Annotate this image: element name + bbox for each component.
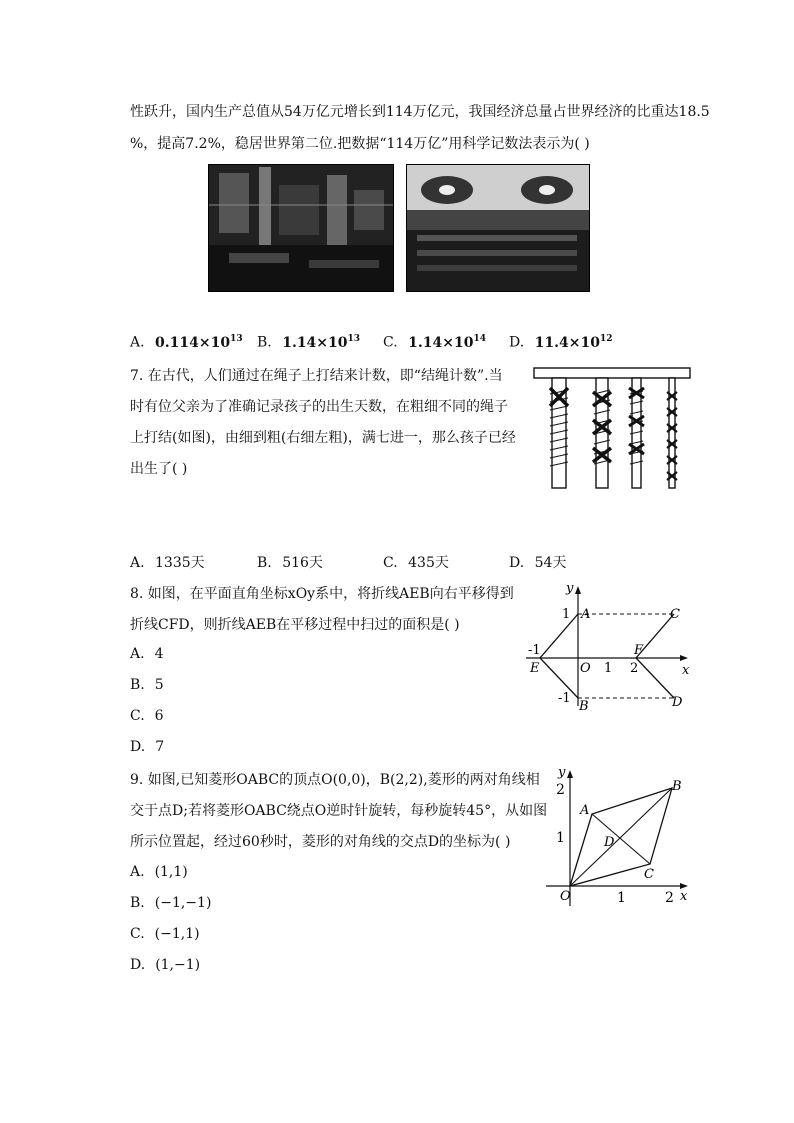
option-value: 54天 — [534, 555, 567, 571]
label-x-1: 1 — [617, 890, 626, 906]
label-x: x — [682, 663, 690, 678]
knotted-ropes-figure — [530, 364, 694, 492]
q7-text-line1: 7. 在古代，人们通过在绳子上打结来计数，即“结绳计数”.当 — [130, 368, 503, 384]
option-letter: B. — [130, 895, 145, 911]
q6-text-line1: 性跃升，国内生产总值从54万亿元增长到114万亿元，我国经济总量占世界经济的比重达18.5 — [130, 104, 710, 120]
q8-option-a[interactable] — [130, 646, 163, 662]
option-value: 1.14×10 — [282, 334, 348, 351]
option-value: 1335天 — [155, 555, 205, 571]
label-x: x — [680, 889, 688, 904]
option-letter: C. — [130, 708, 145, 724]
q7-text-line3: 上打结(如图)，由细到粗(右细左粗)，满七进一，那么孩子已经 — [130, 430, 516, 446]
option-value: 7 — [155, 739, 165, 755]
label-b: B — [672, 779, 682, 794]
option-value: (−1,1) — [154, 926, 200, 942]
option-value: (1,−1) — [155, 957, 201, 973]
y-axis-arrow — [575, 586, 581, 594]
label-o: O — [560, 889, 571, 904]
q8-option-b[interactable] — [130, 677, 164, 693]
q9-option-d[interactable] — [130, 957, 200, 973]
option-exponent: 13 — [347, 334, 361, 344]
label-c: C — [644, 867, 654, 882]
label-x-2: 2 — [630, 661, 639, 676]
label-a: A — [581, 607, 591, 622]
label-x-1: 1 — [604, 661, 613, 676]
q8-option-d[interactable] — [130, 739, 164, 755]
option-letter: A. — [130, 646, 145, 662]
option-letter: C. — [383, 555, 398, 571]
option-letter: D. — [130, 957, 146, 973]
label-y: y — [566, 581, 574, 596]
photo-hall — [406, 164, 590, 292]
option-letter: B. — [130, 677, 145, 693]
label-y-2: 2 — [556, 782, 565, 798]
label-a: A — [580, 803, 590, 818]
option-exponent: 13 — [230, 334, 243, 344]
y-axis-arrow — [567, 770, 573, 778]
option-value: (−1,−1) — [154, 895, 212, 911]
q6-text-line2: %，提高7.2%，稳居世界第二位.把数据“114万亿”用科学记数法表示为( ) — [130, 136, 590, 152]
label-d: D — [604, 835, 615, 850]
q8-option-c[interactable] — [130, 708, 164, 724]
q8-coordinate-figure — [522, 578, 694, 712]
q7-option-b[interactable] — [257, 552, 323, 572]
q7-option-d[interactable] — [509, 552, 566, 572]
label-x-neg1: -1 — [528, 643, 541, 658]
label-b: B — [579, 699, 589, 712]
option-letter: B. — [257, 334, 272, 351]
label-y-1: 1 — [556, 830, 565, 846]
option-value: 0.114×10 — [155, 334, 231, 351]
label-d: D — [672, 695, 683, 710]
option-exponent: 12 — [599, 334, 613, 344]
q8-text-line2: 折线CFD，则折线AEB在平移过程中扫过的面积是( ) — [130, 617, 460, 633]
option-letter: C. — [130, 926, 145, 942]
q6-option-b[interactable] — [257, 334, 360, 351]
option-letter: D. — [509, 555, 525, 571]
option-value: 435天 — [408, 555, 449, 571]
q9-option-c[interactable] — [130, 926, 200, 942]
q6-option-c[interactable] — [383, 334, 486, 351]
option-letter: D. — [509, 334, 525, 351]
label-e: E — [530, 661, 540, 676]
q9-rhombus-figure — [540, 764, 694, 910]
q7-text-line4: 出生了( ) — [130, 461, 188, 477]
option-letter: A. — [130, 864, 145, 880]
label-y-neg1: -1 — [558, 691, 571, 706]
option-letter: D. — [130, 739, 146, 755]
label-y: y — [558, 765, 566, 780]
label-x-2: 2 — [665, 890, 674, 906]
option-letter: C. — [383, 334, 398, 351]
label-o: O — [580, 661, 591, 676]
label-c: C — [670, 607, 680, 622]
q9-option-b[interactable] — [130, 895, 211, 911]
q7-text-line2: 时有位父亲为了准确记录孩子的出生天数，在粗细不同的绳子 — [130, 399, 508, 415]
q8-text-line1: 8. 如图，在平面直角坐标xOy系中，将折线AEB向右平移得到 — [130, 586, 514, 602]
option-exponent: 14 — [473, 334, 486, 344]
option-letter: B. — [257, 555, 272, 571]
q9-text-line2: 交于点D;若将菱形OABC绕点O逆时针旋转，每秒旋转45°，从如图 — [130, 803, 548, 819]
option-value: (1,1) — [154, 864, 188, 880]
x-axis-arrow — [680, 655, 688, 661]
label-y-1: 1 — [562, 607, 571, 622]
q6-option-a[interactable] — [130, 334, 243, 351]
q6-option-d[interactable] — [509, 334, 612, 351]
option-value: 1.14×10 — [408, 334, 474, 351]
q9-text-line1: 9. 如图,已知菱形OABC的顶点O(0,0)，B(2,2),菱形的两对角线相 — [130, 772, 540, 788]
photo-factory — [208, 164, 394, 292]
label-f: F — [634, 643, 644, 658]
option-value: 5 — [154, 677, 164, 693]
option-letter: A. — [130, 555, 145, 571]
q7-option-c[interactable] — [383, 552, 449, 572]
option-letter: A. — [130, 334, 145, 351]
q9-option-a[interactable] — [130, 864, 188, 880]
polyline-aeb — [540, 614, 578, 698]
option-value: 11.4×10 — [534, 334, 600, 351]
q9-text-line3: 所示位置起，经过60秒时，菱形的对角线的交点D的坐标为( ) — [130, 834, 511, 850]
q7-option-a[interactable] — [130, 552, 205, 572]
option-value: 516天 — [282, 555, 323, 571]
option-value: 6 — [154, 708, 164, 724]
option-value: 4 — [154, 646, 164, 662]
